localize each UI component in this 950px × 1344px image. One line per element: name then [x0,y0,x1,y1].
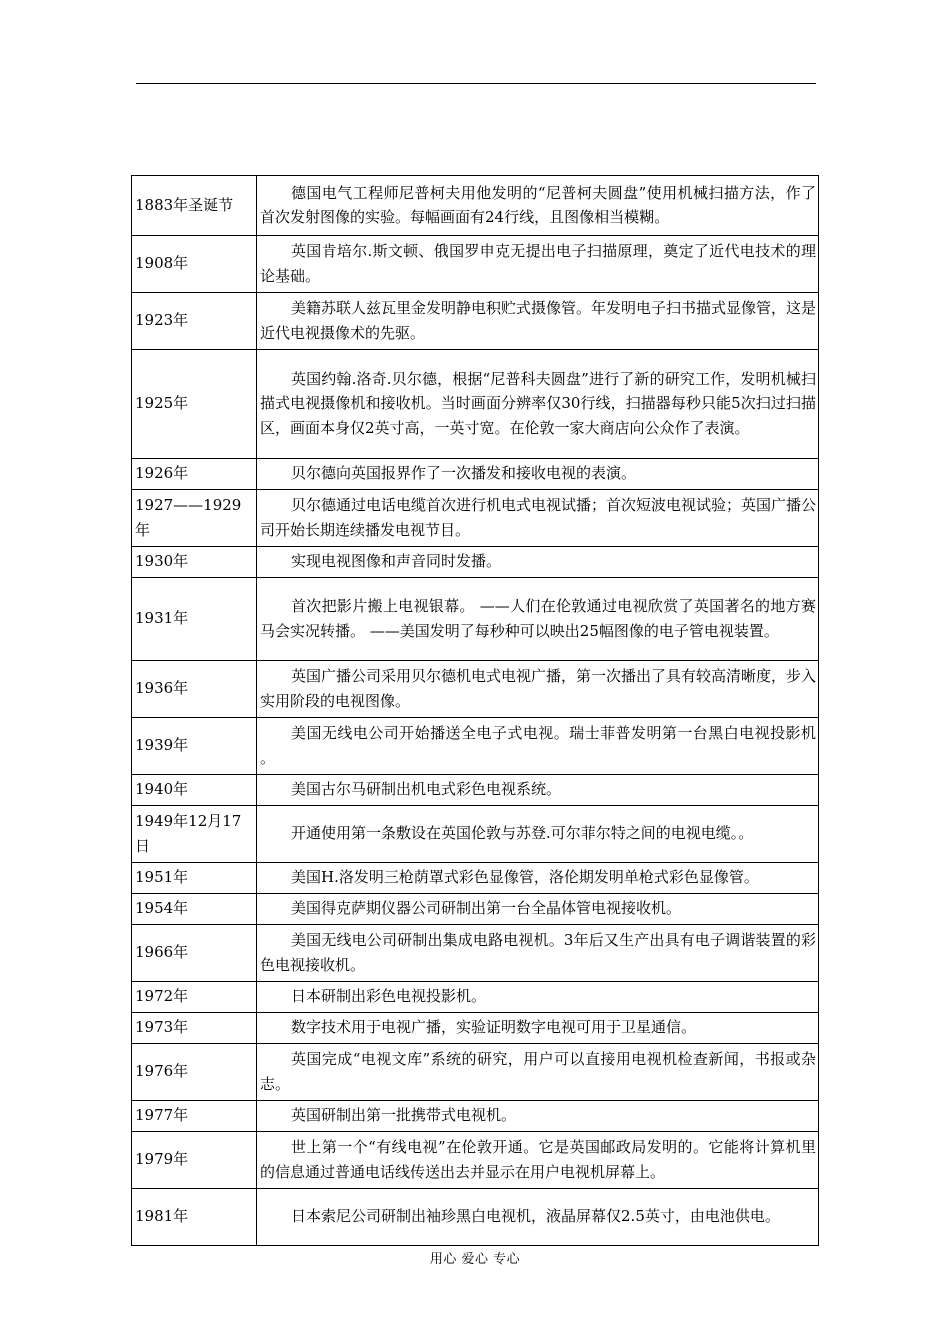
table-row [132,806,819,863]
year-cell: 1966年 [132,925,257,982]
event-description-cell: 德国电气工程师尼普柯夫用他发明的“尼普柯夫圆盘”使用机械扫描方法，作了首次发射图像的实验。每幅画面有24行线，且图像相当模糊。 [257,176,819,236]
event-description-cell: 数字技术用于电视广播，实验证明数字电视可用于卫星通信。 [257,1013,819,1044]
table-row [132,718,819,775]
year-cell: 1977年 [132,1101,257,1132]
year-cell: 1954年 [132,894,257,925]
table-row [132,490,819,547]
event-description-cell: 开通使用第一条敷设在英国伦敦与苏登.可尔菲尔特之间的电视电缆。。 [257,806,819,863]
table-row [132,925,819,982]
year-cell: 1976年 [132,1044,257,1101]
event-description-cell: 英国完成“电视文库”系统的研究，用户可以直接用电视机检查新闻，书报或杂志。 [257,1044,819,1101]
year-cell: 1949年12月17日 [132,806,257,863]
table-row [132,775,819,806]
event-description-cell: 美国古尔马研制出机电式彩色电视系统。 [257,775,819,806]
table-row [132,578,819,661]
year-cell: 1951年 [132,863,257,894]
year-cell: 1927——1929年 [132,490,257,547]
event-description-cell: 英国肯培尔.斯文顿、俄国罗申克无提出电子扫描原理，奠定了近代电技术的理论基础。 [257,236,819,293]
event-description-cell: 美国得克萨期仪器公司研制出第一台全晶体管电视接收机。 [257,894,819,925]
event-description-cell: 首次把影片搬上电视银幕。 ——人们在伦敦通过电视欣赏了英国著名的地方赛马会实况转播。 ——美国发明了每秒种可以映出25幅图像的电子管电视装置。 [257,578,819,661]
event-description-cell: 贝尔德通过电话电缆首次进行机电式电视试播；首次短波电视试验；英国广播公司开始长期连续播发电视节目。 [257,490,819,547]
year-cell: 1930年 [132,547,257,578]
table-row [132,176,819,236]
event-description-cell: 世上第一个“有线电视”在伦敦开通。它是英国邮政局发明的。它能将计算机里的信息通过普通电话线传送出去并显示在用户电视机屏幕上。 [257,1132,819,1189]
year-cell: 1931年 [132,578,257,661]
table-row [132,459,819,490]
table-row [132,894,819,925]
table-row [132,236,819,293]
table-row [132,1101,819,1132]
event-description-cell: 美籍苏联人兹瓦里金发明静电积贮式摄像管。年发明电子扫书描式显像管，这是近代电视摄像术的先驱。 [257,293,819,350]
page-footer: 用心 爱心 专心 [429,1252,521,1267]
event-description-cell: 美国无线电公司开始播送全电子式电视。瑞士菲普发明第一台黑白电视投影机 。 [257,718,819,775]
year-cell: 1923年 [132,293,257,350]
year-cell: 1908年 [132,236,257,293]
table-row [132,350,819,459]
table-row [132,293,819,350]
tv-history-table [131,175,819,1246]
event-description-cell: 美国H.洛发明三枪荫罩式彩色显像管，洛伦期发明单枪式彩色显像管。 [257,863,819,894]
table-row [132,547,819,578]
year-cell: 1973年 [132,1013,257,1044]
year-cell: 1925年 [132,350,257,459]
year-cell: 1979年 [132,1132,257,1189]
year-cell: 1883年圣诞节 [132,176,257,236]
table-row [132,982,819,1013]
event-description-cell: 英国研制出第一批携带式电视机。 [257,1101,819,1132]
table-row [132,863,819,894]
table-row [132,1189,819,1246]
event-description-cell: 日本索尼公司研制出袖珍黑白电视机，液晶屏幕仅2.5英寸，由电池供电。 [257,1189,819,1246]
year-cell: 1981年 [132,1189,257,1246]
year-cell: 1972年 [132,982,257,1013]
event-description-cell: 英国广播公司采用贝尔德机电式电视广播，第一次播出了具有较高清晰度，步入实用阶段的电视图像。 [257,661,819,718]
year-cell: 1939年 [132,718,257,775]
event-description-cell: 实现电视图像和声音同时发播。 [257,547,819,578]
year-cell: 1940年 [132,775,257,806]
event-description-cell: 美国无线电公司研制出集成电路电视机。3年后又生产出具有电子调谐装置的彩色电视接收机。 [257,925,819,982]
year-cell: 1926年 [132,459,257,490]
event-description-cell: 英国约翰.洛奇.贝尔德，根据“尼普科夫圆盘”进行了新的研究工作，发明机械扫描式电视摄像机和接收机。当时画面分辨率仅30行线，扫描器每秒只能5次扫过扫描区，画面本身仅2英寸高，一英寸宽。在伦敦一家大商店向公众作了表演。 [257,350,819,459]
event-description-cell: 贝尔德向英国报界作了一次播发和接收电视的表演。 [257,459,819,490]
table-row [132,1013,819,1044]
table-row [132,661,819,718]
header-rule [136,83,816,84]
event-description-cell: 日本研制出彩色电视投影机。 [257,982,819,1013]
table-row [132,1044,819,1101]
table-row [132,1132,819,1189]
year-cell: 1936年 [132,661,257,718]
